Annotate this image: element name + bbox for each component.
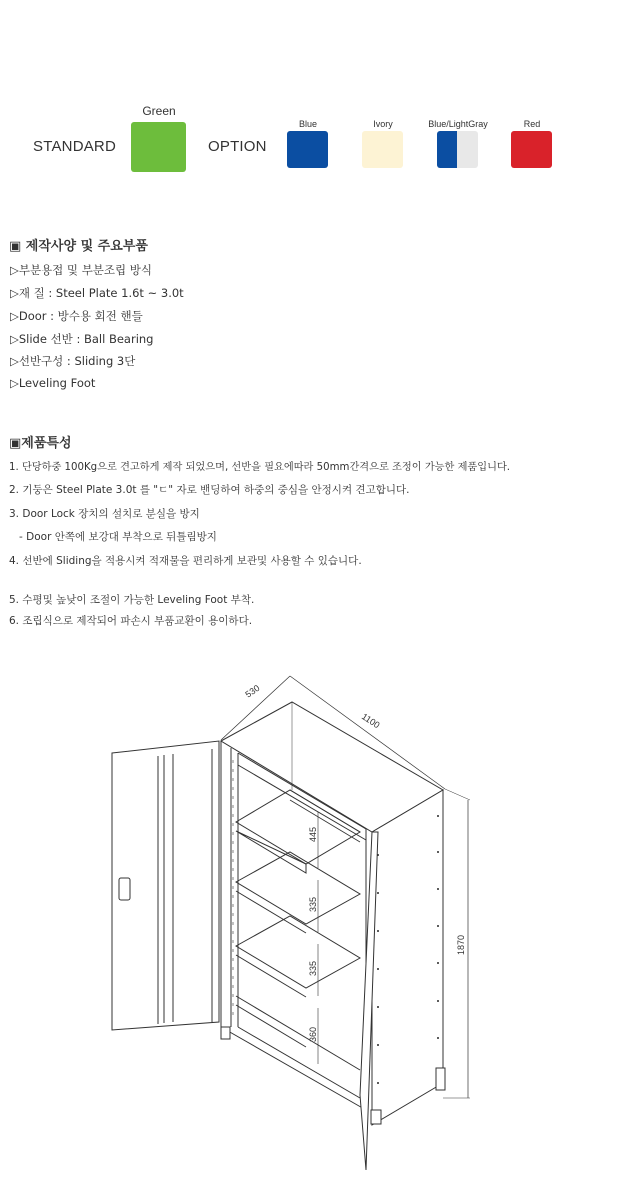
green-label: Green <box>142 104 176 118</box>
red-swatch <box>511 131 552 168</box>
shelf-gap-4: 360 <box>308 1026 318 1042</box>
feature-item: 5. 수평및 높낮이 조절이 가능한 Leveling Foot 부착. <box>9 594 255 606</box>
blue-lightgray-label: Blue/LightGray <box>428 119 488 129</box>
feature-item: 1. 단당하중 100Kg으로 견고하게 제작 되었으며, 선반을 필요에따라 50mm간격으로 조정이 가능한 제품입니다. <box>9 462 511 473</box>
height-dimension: 1870 <box>456 934 466 955</box>
ivory-swatch <box>362 131 403 168</box>
cabinet-technical-drawing <box>0 660 640 1181</box>
feature-item: 4. 선반에 Sliding을 적용시켜 적재물을 편리하게 보관및 사용할 수 있습니다. <box>9 555 362 567</box>
blue-label: Blue <box>298 119 317 129</box>
shelf-gap-3: 335 <box>308 960 318 976</box>
blue-swatch <box>287 131 328 168</box>
red-label: Red <box>523 119 541 129</box>
spec-item: ▷재 질 : Steel Plate 1.6t ~ 3.0t <box>10 286 184 300</box>
width-dimension: 1100 <box>359 711 382 731</box>
spec-title: ▣ 제작사양 및 주요부품 <box>9 239 148 254</box>
blue-lightgray-swatch <box>437 131 478 168</box>
feature-item: 3. Door Lock 장치의 설치로 분실을 방지 <box>9 508 200 520</box>
depth-dimension: 530 <box>243 682 262 700</box>
ivory-label: Ivory <box>373 119 393 129</box>
spec-item: ▷선반구성 : Sliding 3단 <box>10 354 136 368</box>
option-label: OPTION <box>208 138 267 155</box>
shelf-gap-2: 335 <box>308 896 318 912</box>
feature-item: - Door 안쪽에 보강대 부착으로 뒤틀림방지 <box>9 531 217 543</box>
spec-item: ▷Slide 선반 : Ball Bearing <box>10 332 154 346</box>
feature-item: 6. 조립식으로 제작되어 파손시 부품교환이 용이하다. <box>9 615 253 627</box>
green-swatch <box>131 122 186 172</box>
shelf-gap-1: 445 <box>308 826 318 842</box>
feature-item: 2. 기둥은 Steel Plate 3.0t 를 "ㄷ" 자로 밴딩하여 하중의 중심을 안정시켜 견고합니다. <box>9 484 410 496</box>
spec-item: ▷Leveling Foot <box>10 376 96 390</box>
standard-label: STANDARD <box>33 138 116 155</box>
features-title: ▣제품특성 <box>9 436 72 451</box>
spec-item: ▷부분용접 및 부분조립 방식 <box>10 263 153 277</box>
spec-item: ▷Door : 방수용 회전 핸들 <box>10 309 143 323</box>
